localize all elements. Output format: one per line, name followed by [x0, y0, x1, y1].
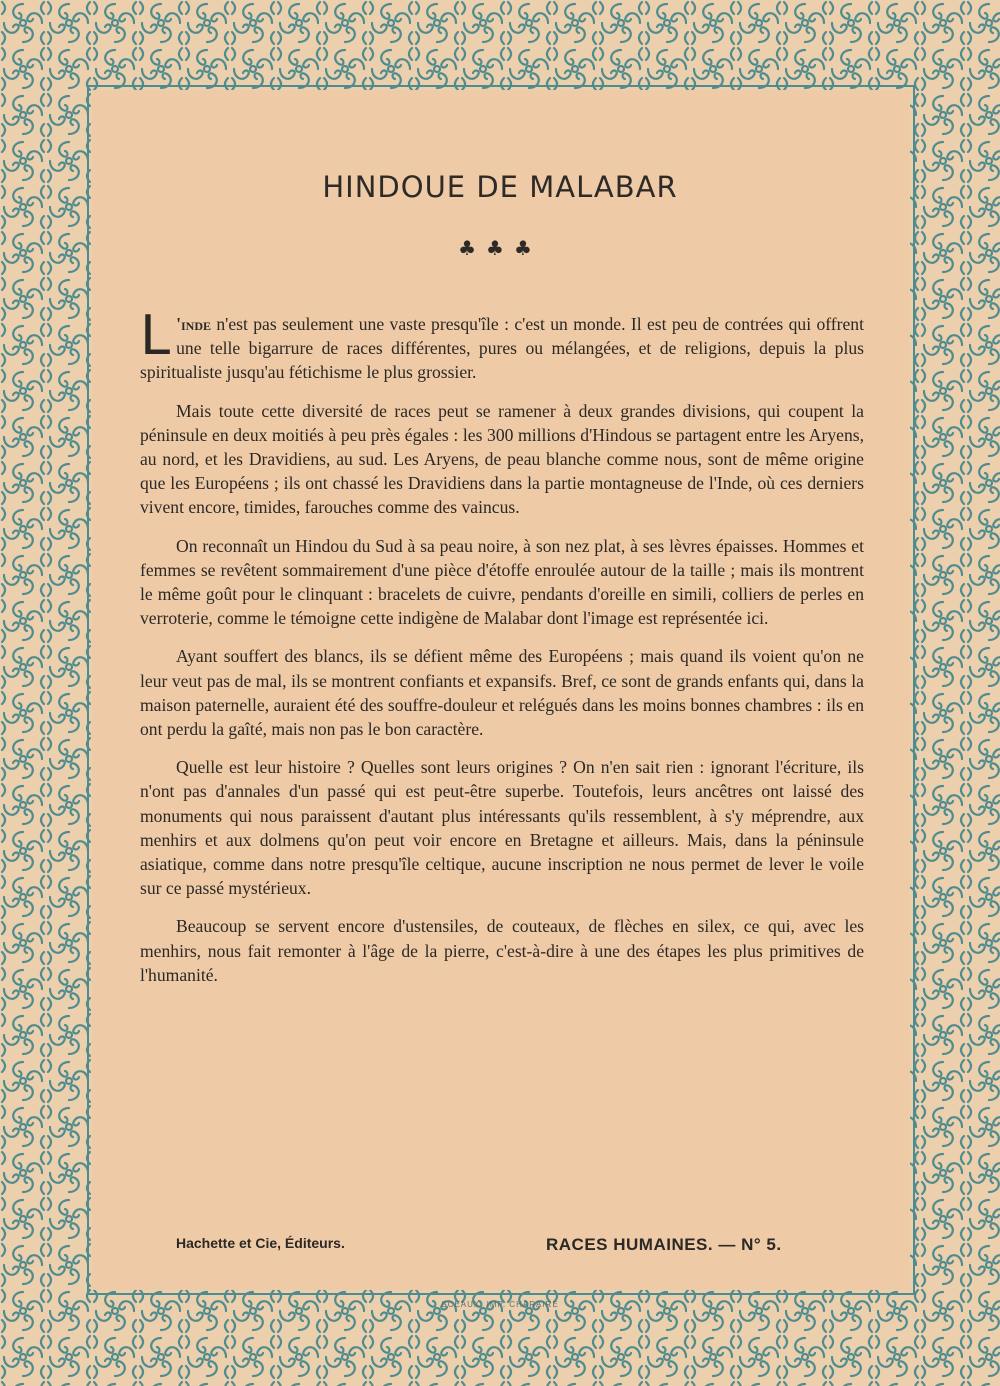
smallcaps-word: 'inde [176, 314, 211, 334]
printer-imprint: SCEAUX. IMP. CHARAIRE [441, 1300, 559, 1309]
intro-text: n'est pas seulement une vaste presqu'île : c'est un monde. Il est peu de contrées qui offrent une telle bigarrure de races différentes, pures ou mélangées, et de religions, depuis la plus spiritualiste jusqu'au fétichisme le plus grossier. [140, 314, 864, 383]
series-label: RACES HUMAINES. — N° 5. [546, 1235, 782, 1254]
article-body [140, 304, 864, 1001]
paragraph: Ayant souffert des blancs, ils se défient même des Européens ; mais quand ils voient qu'on ne leur veut pas de mal, ils se montrent confiants et expansifs. Bref, ce sont de grands enfants qui, dans la maison paternelle, auraient été des souffre-douleur et relégués dans les moins bonnes chambres : ils en ont perdu la gaîté, mais non pas le bon caractère. [140, 646, 864, 740]
paragraph: Mais toute cette diversité de races peut se ramener à deux grandes divisions, qui coupent la péninsule en deux moitiés à peu près égales : les 300 millions d'Hindous se partagent entre les Aryens, au nord, et les Dravidiens, au sud. Les Aryens, de peau blanche comme nous, sont de même origine que les Européens ; ils ont chassé les Dravidiens dans la partie montagneuse de l'Inde, où ces derniers vivent encore, timides, farouches comme des vaincus. [140, 400, 864, 518]
paragraph: On reconnaît un Hindou du Sud à sa peau noire, à son nez plat, à ses lèvres épaisses. Hommes et femmes se revêtent sommairement d'une pièce d'étoffe enroulée autour de la taille ; mais ils montrent le même goût pour le clinquant : bracelets de cuivre, pendants d'oreille en simili, colliers de perles en verroterie, comme le témoigne cette indigène de Malabar dont l'image est représentée ici. [140, 535, 864, 629]
paragraph: Beaucoup se servent encore d'ustensiles, de couteaux, de flèches en silex, ce qui, avec les menhirs, nous fait remonter à l'âge de la pierre, c'est-à-dire à une des étapes les plus primitives de l'humanité. [140, 916, 864, 985]
ornament-fleurons: ♣♣♣ [458, 236, 542, 260]
publisher-credit: Hachette et Cie, Éditeurs. [176, 1235, 345, 1251]
drop-cap: L [140, 304, 171, 367]
paragraph: Quelle est leur histoire ? Quelles sont leurs origines ? On n'en sait rien : ignorant l'écriture, ils n'ont pas d'annales d'un passé qui est peut-être superbe. Toutefois, leurs ancêtres ont laissé des monuments qui nous paraissent d'autant plus intéressants qu'ils ressemblent, à s'y méprendre, aux menhirs et aux dolmens qu'on peut voir encore en Bretagne et ailleurs. Mais, dans la péninsule asiatique, comme dans notre presqu'île celtique, aucune inscription ne nous permet de lever le voile sur ce passé mystérieux. [140, 757, 864, 899]
page-title: HINDOUE DE MALABAR [322, 170, 678, 204]
intro-paragraph [140, 304, 864, 385]
